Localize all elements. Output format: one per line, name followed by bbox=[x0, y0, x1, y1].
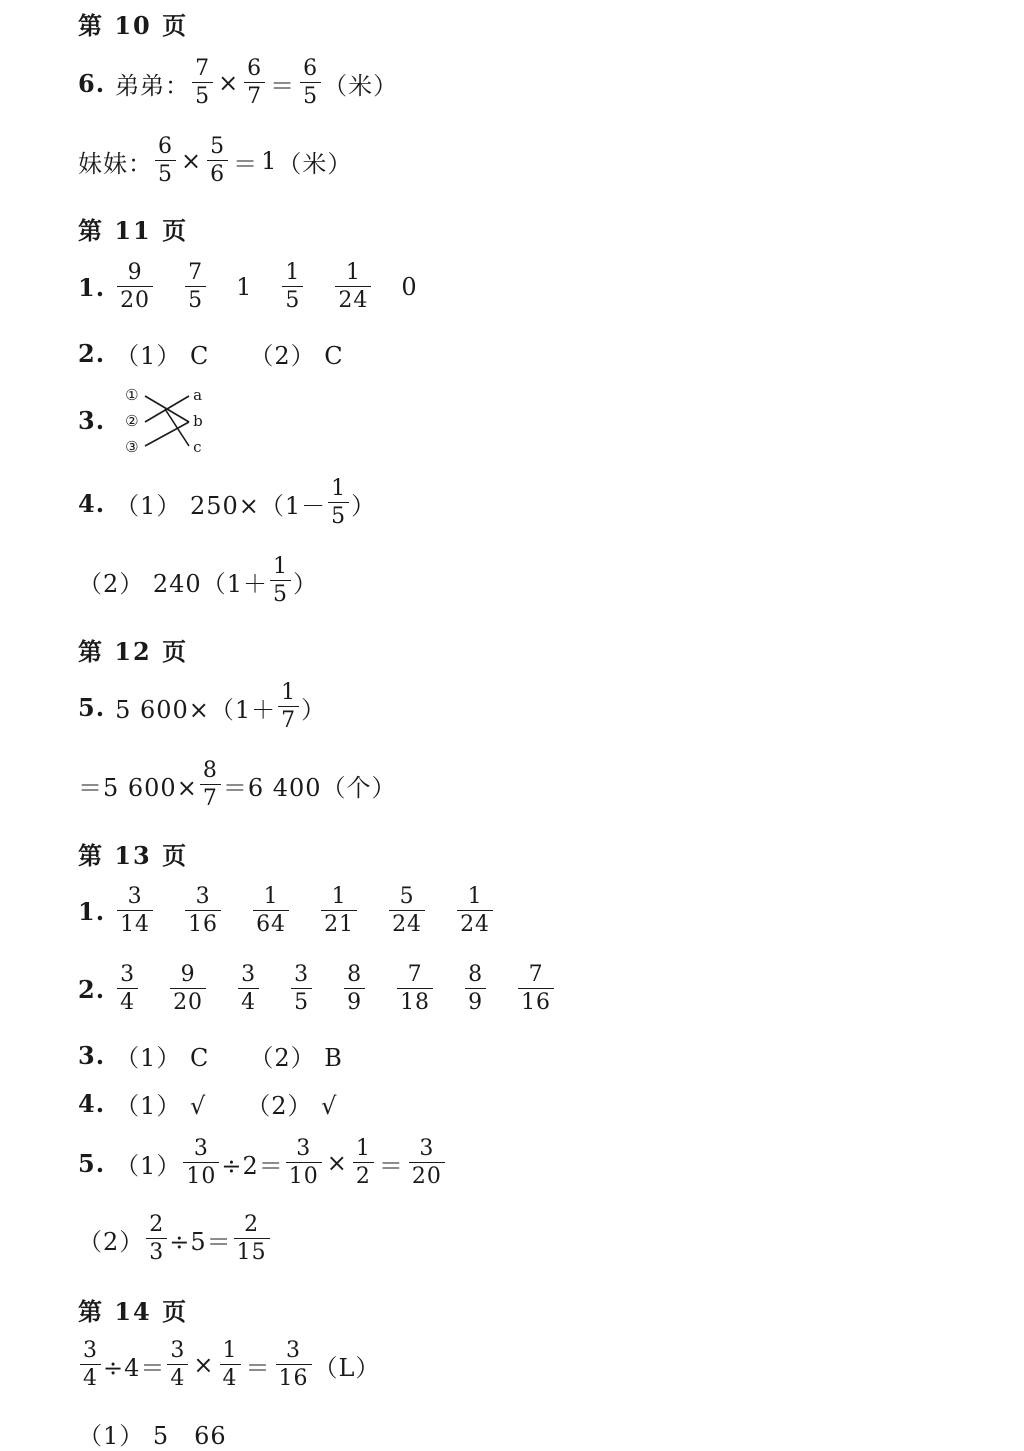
p10-q6-sister: 妹妹： $\frac{6}{5}$ × $\frac{5}{6}$ ＝ 1 （米） bbox=[78, 134, 353, 187]
label: 妹妹： bbox=[78, 149, 153, 178]
right-item: c bbox=[193, 438, 203, 456]
expression: （1） 250×（1－ bbox=[115, 491, 327, 520]
fraction: $\frac{3}{16}$ bbox=[276, 1340, 312, 1390]
operator: ÷4＝ bbox=[103, 1353, 166, 1382]
matching-diagram bbox=[123, 384, 223, 456]
fraction: $\frac{1}{4}$ bbox=[220, 1340, 241, 1390]
question-number: 1. bbox=[78, 896, 106, 926]
fraction: $\frac{3}{4}$ bbox=[167, 1340, 188, 1390]
fraction: $\frac{3}{5}$ bbox=[291, 964, 312, 1014]
fraction: $\frac{2}{3}$ bbox=[146, 1214, 167, 1264]
section-heading-p10: 第 10 页 bbox=[78, 11, 189, 40]
p13-q4 bbox=[78, 1086, 337, 1121]
fraction: $\frac{1}{24}$ bbox=[457, 886, 493, 936]
question-number: 6. bbox=[78, 68, 106, 98]
fraction: $\frac{6}{5}$ bbox=[300, 58, 321, 108]
question-number: 1. bbox=[78, 272, 106, 302]
section-heading-p12: 第 12 页 bbox=[78, 637, 189, 666]
fraction: $\frac{7}{5}$ bbox=[192, 58, 213, 108]
right-item: b bbox=[193, 412, 204, 430]
expression-end: ＝6 400（个） bbox=[222, 773, 397, 802]
question-number: 5. bbox=[78, 692, 106, 722]
p13-q1 bbox=[78, 886, 495, 936]
p11-q4-part1 bbox=[78, 478, 376, 528]
fraction: $\frac{1}{7}$ bbox=[278, 682, 299, 732]
fraction: $\frac{1}{5}$ bbox=[270, 556, 291, 606]
match-line-3-c bbox=[145, 422, 189, 446]
answer-part: （1） √ bbox=[115, 1092, 207, 1120]
p11-q2 bbox=[78, 336, 344, 371]
fraction: $\frac{5}{24}$ bbox=[389, 886, 425, 936]
operator: ÷5＝ bbox=[169, 1227, 232, 1256]
fraction: $\frac{1}{24}$ bbox=[335, 262, 371, 312]
fraction: $\frac{6}{7}$ bbox=[244, 58, 265, 108]
label: 弟弟： bbox=[115, 71, 191, 100]
fraction: $\frac{2}{15}$ bbox=[234, 1214, 270, 1264]
p12-q5-line2 bbox=[78, 760, 397, 810]
left-item: ① bbox=[125, 386, 140, 404]
fraction: $\frac{6}{5}$ bbox=[155, 136, 176, 186]
fraction: $\frac{3}{20}$ bbox=[409, 1138, 445, 1188]
operator: ÷2＝ bbox=[221, 1151, 284, 1180]
fraction: $\frac{7}{18}$ bbox=[397, 964, 433, 1014]
unit: （米） bbox=[277, 149, 353, 178]
p13-q5-part2 bbox=[78, 1214, 272, 1264]
answer-part: （2） C bbox=[249, 342, 344, 370]
unit: （L） bbox=[313, 1353, 381, 1382]
fraction: $\frac{5}{6}$ bbox=[207, 136, 228, 186]
value: 0 bbox=[401, 273, 418, 301]
answer-part: （2） B bbox=[249, 1044, 343, 1072]
expression-end: ） bbox=[351, 491, 377, 520]
p14-answer: （1） 5 66 bbox=[78, 1422, 227, 1450]
p13-q3 bbox=[78, 1038, 343, 1073]
value: 1 bbox=[236, 273, 253, 301]
p11-q4-part2 bbox=[78, 556, 318, 606]
expression: ＝5 600× bbox=[78, 773, 198, 802]
p14-equation: $\frac{3}{4}$ ÷4＝ $\frac{3}{4}$ × $\frac{1}{4}$ ＝ $\frac{3}{16}$ （L） bbox=[78, 1340, 380, 1390]
fraction: $\frac{3}{4}$ bbox=[80, 1340, 101, 1390]
expression-end: ） bbox=[292, 569, 318, 598]
fraction: $\frac{3}{4}$ bbox=[117, 964, 138, 1014]
fraction: $\frac{9}{20}$ bbox=[117, 262, 153, 312]
answer-part: （1） C bbox=[115, 1044, 210, 1072]
fraction: $\frac{7}{16}$ bbox=[518, 964, 554, 1014]
section-heading-p14: 第 14 页 bbox=[78, 1297, 189, 1326]
p11-q1 bbox=[78, 262, 418, 312]
answer-part: （1） C bbox=[115, 342, 210, 370]
fraction: $\frac{1}{5}$ bbox=[282, 262, 303, 312]
fraction: $\frac{3}{14}$ bbox=[117, 886, 153, 936]
p11-q3 bbox=[78, 384, 223, 456]
expression: （2） 240（1＋ bbox=[78, 569, 268, 598]
question-number: 4. bbox=[78, 1089, 106, 1118]
p13-q5-part1: 5. （1） $\frac{3}{10}$ ÷2＝ $\frac{3}{10}$ × $\frac{1}{2}$ ＝ $\frac{3}{20}$ bbox=[78, 1138, 447, 1188]
question-number: 2. bbox=[78, 974, 106, 1004]
part-label: （2） bbox=[78, 1227, 145, 1256]
p12-q5-line1 bbox=[78, 682, 326, 732]
section-heading-p13: 第 13 页 bbox=[78, 841, 189, 870]
section-heading-p11: 第 11 页 bbox=[78, 216, 189, 245]
fraction: $\frac{8}{7}$ bbox=[200, 760, 221, 810]
question-number: 5. bbox=[78, 1148, 106, 1178]
fraction: $\frac{1}{5}$ bbox=[328, 478, 349, 528]
fraction: $\frac{8}{9}$ bbox=[344, 964, 365, 1014]
question-number: 4. bbox=[78, 488, 106, 518]
fraction: $\frac{1}{2}$ bbox=[353, 1138, 374, 1188]
expression: 5 600×（1＋ bbox=[115, 695, 277, 724]
right-item: a bbox=[193, 386, 204, 404]
fraction: $\frac{3}{4}$ bbox=[238, 964, 259, 1014]
fraction: $\frac{3}{16}$ bbox=[185, 886, 221, 936]
question-number: 3. bbox=[78, 405, 106, 435]
left-item: ② bbox=[125, 412, 140, 430]
fraction: $\frac{3}{10}$ bbox=[286, 1138, 322, 1188]
question-number: 2. bbox=[78, 339, 106, 368]
p10-q6-brother: 6. 弟弟： $\frac{7}{5}$ × $\frac{6}{7}$ ＝ $\frac{6}{5}$ （米） bbox=[78, 56, 399, 109]
fraction: $\frac{9}{20}$ bbox=[170, 964, 206, 1014]
p13-q2 bbox=[78, 964, 556, 1014]
fraction: $\frac{1}{21}$ bbox=[321, 886, 357, 936]
expression-end: ） bbox=[301, 695, 327, 724]
fraction: $\frac{3}{10}$ bbox=[183, 1138, 219, 1188]
answer-part: （2） √ bbox=[246, 1092, 338, 1120]
fraction: $\frac{7}{5}$ bbox=[185, 262, 206, 312]
value: 1 bbox=[261, 147, 278, 175]
unit: （米） bbox=[323, 71, 399, 100]
left-item: ③ bbox=[125, 438, 140, 456]
question-number: 3. bbox=[78, 1041, 106, 1070]
fraction: $\frac{1}{64}$ bbox=[253, 886, 289, 936]
fraction: $\frac{8}{9}$ bbox=[465, 964, 486, 1014]
part-label: （1） bbox=[115, 1151, 182, 1180]
